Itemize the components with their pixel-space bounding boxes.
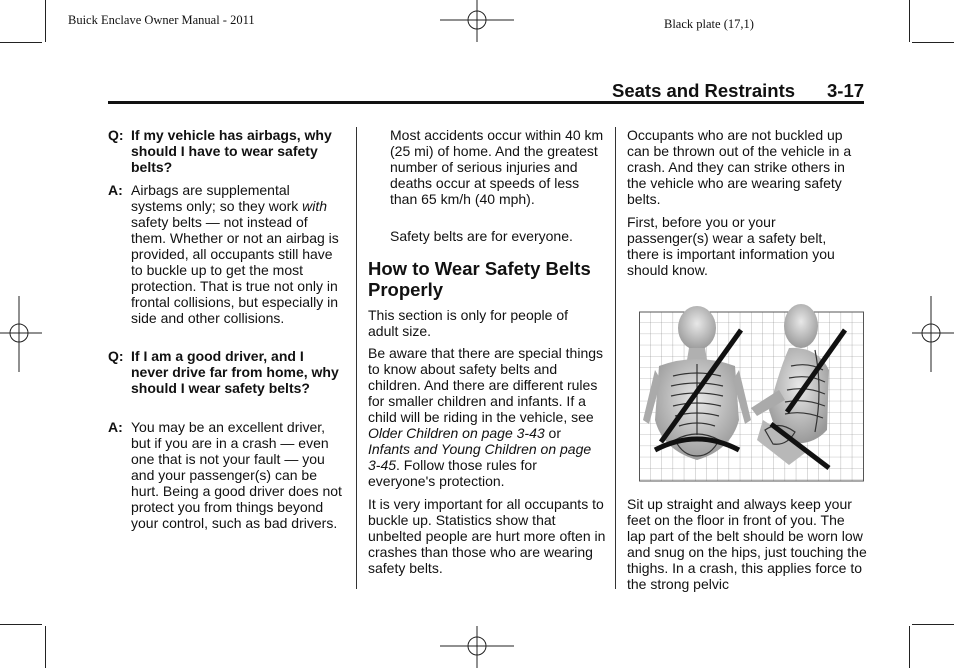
section-heading: How to Wear Safety Belts Properly: [368, 258, 591, 300]
answer-tag: A:: [108, 419, 123, 435]
crop-mark: [912, 624, 954, 625]
question-2: [108, 348, 344, 396]
manual-title: Buick Enclave Owner Manual - 2011: [68, 13, 255, 27]
paragraph: Safety belts are for everyone.: [390, 228, 573, 244]
registration-mark-top-icon: [440, 0, 514, 42]
paragraph: It is very important for all occupants to buckle up. Statistics show that unbelted people are hurt more often in crashes than those who are wearing safety belts.: [368, 496, 606, 576]
paragraph: Sit up straight and always keep your feet on the floor in front of you. The lap part of the belt should be worn low and snug on the hips, just touching the thighs. In a crash, this applies force to the strong pelvic: [627, 496, 867, 592]
crop-mark: [909, 0, 910, 42]
answer-text: Airbags are supplemental systems only; so they work with safety belts — not instead of them. Whether or not an airbag is provided, all occupants still have to buckle up to get the most protection. That is true not only in frontal collisions, but especially in side and other collisions.: [131, 182, 339, 326]
section-title: Seats and Restraints: [612, 80, 796, 101]
registration-mark-bottom-icon: [440, 626, 514, 668]
answer-tag: A:: [108, 182, 123, 198]
cross-reference-link[interactable]: Older Children on page 3-43: [368, 425, 545, 441]
paragraph: This section is only for people of adult size.: [368, 307, 568, 339]
safety-belt-illustration: [639, 300, 865, 482]
question-text: If I am a good driver, and I never drive far from home, why should I wear safety belts?: [131, 348, 339, 396]
answer-1: [108, 182, 344, 326]
paragraph: First, before you or your passenger(s) wear a safety belt, there is important information you should know.: [627, 214, 835, 278]
crop-mark: [912, 42, 954, 43]
column-divider: [615, 127, 616, 589]
question-1: [108, 127, 344, 175]
paragraph: Occupants who are not buckled up can be thrown out of the vehicle in a crash. And they can strike others in the vehicle who are wearing safety belts.: [627, 127, 852, 207]
plate-label: Black plate (17,1): [664, 17, 754, 31]
question-text: If my vehicle has airbags, why should I have to wear safety belts?: [131, 127, 332, 175]
answer-text: You may be an excellent driver, but if you are in a crash — even one that is not your fault — you and your passenger(s) can be hurt. Being a good driver does not protect you from things beyond your control, such as bad drivers.: [131, 419, 342, 531]
registration-mark-left-icon: [0, 296, 42, 372]
crop-mark: [45, 626, 46, 668]
crop-mark: [0, 624, 42, 625]
crop-mark: [0, 42, 42, 43]
column-divider: [356, 127, 357, 589]
registration-mark-right-icon: [912, 296, 954, 372]
header-rule: [108, 101, 864, 104]
page-number: 3-17: [827, 80, 865, 101]
cross-reference-link[interactable]: Infants and Young Children on page 3-45: [368, 441, 592, 473]
answer-2: [108, 419, 344, 531]
paragraph: Most accidents occur within 40 km (25 mi) of home. And the greatest number of serious injuries and deaths occur at speeds of less than 65 km/h (40 mph).: [390, 127, 604, 207]
crop-mark: [909, 626, 910, 668]
question-tag: Q:: [108, 348, 124, 364]
paragraph: Be aware that there are special things to know about safety belts and children. And there are different rules for smaller children and infants. If a child will be riding in the vehicle, see Older Children on page 3-43 or Infants and Young Children on page 3-45. Follow those rules for everyone's protection.: [368, 345, 604, 489]
question-tag: Q:: [108, 127, 124, 143]
crop-mark: [45, 0, 46, 42]
